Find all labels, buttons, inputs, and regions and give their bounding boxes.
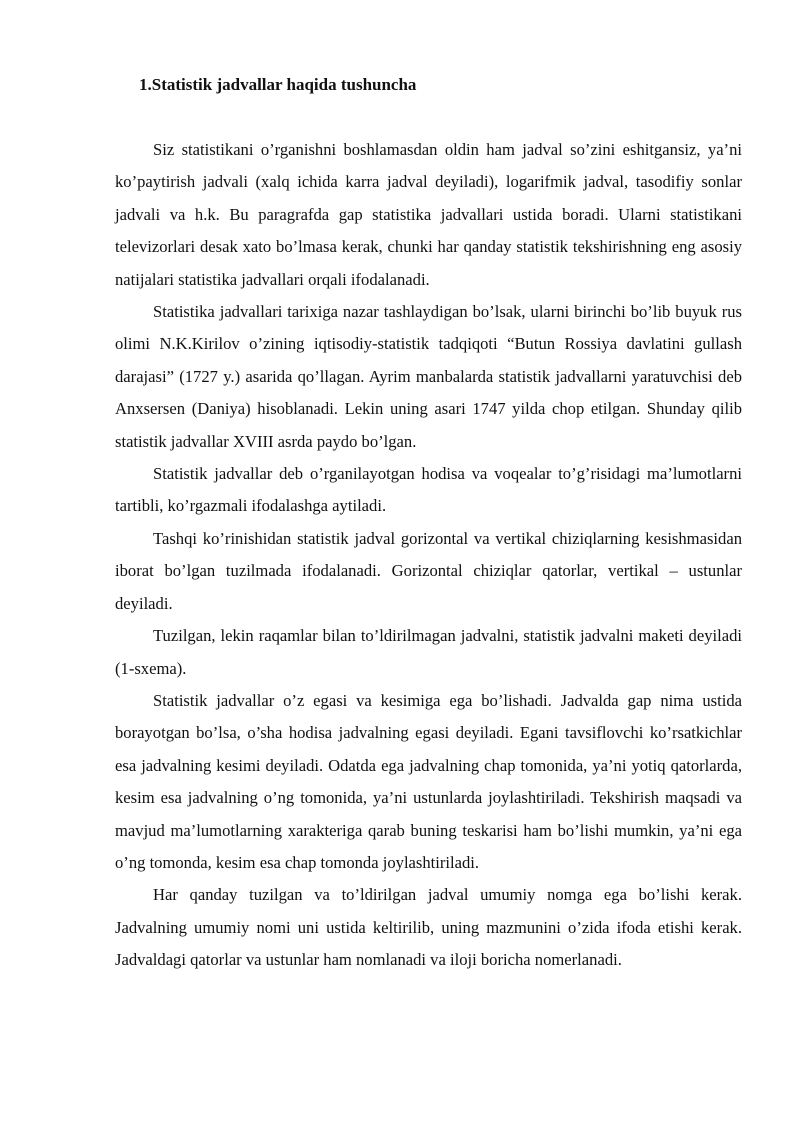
document-page — [115, 72, 742, 977]
paragraph-structure: Tashqi ko’rinishidan statistik jadval gorizontal va vertikal chiziqlarning kesishmasidan iborat bo’lgan tuzilmada ifodalanadi. Gorizontal chiziqlar qatorlar, vertikal – ustunlar deyiladi. — [115, 528, 742, 613]
paragraph-history: Statistika jadvallari tarixiga nazar tashlaydigan bo’lsak, ularni birinchi bo’lib buyuk rus olimi N.K.Kirilov o’zining iqtisodiy-statistik tadqiqoti “Butun Rossiya davlatini gullash darajasi” (1727 y.) asarida qo’llagan. Ayrim manbalarda statistik jadvallarni yaratuvchisi deb Anxsersen (Daniya) hisoblanadi. Lekin uning asari 1747 yilda chop etilgan. Shunday qilib statistik jadvallar XVIII asrda paydo bo’lgan. — [115, 302, 742, 451]
paragraph-title-rules: Har qanday tuzilgan va to’ldirilgan jadval umumiy nomga ega bo’lishi kerak. Jadvalning umumiy nomi uni ustida keltirilib, uning mazmunini o’zida ifoda etishi kerak. Jadvaldagi qatorlar va ustunlar ham nomlanadi va iloji boricha nomerlanadi. — [115, 885, 742, 970]
paragraph-subject-predicate: Statistik jadvallar o’z egasi va kesimiga ega bo’lishadi. Jadvalda gap nima ustida borayotgan bo’lsa, o’sha hodisa jadvalning egasi deyiladi. Egani tavsiflovchi ko’rsatkichlar esa jadvalning kesimi deyiladi. Odatda ega jadvalning chap tomonida, ya’ni yotiq qatorlarda, kesim esa jadvalning o’ng tomonida, ya’ni ustunlarda joylashtiriladi. Tekshirish maqsadi va mavjud ma’lumotlarning xarakteriga qarab buning teskarisi ham bo’lishi mumkin, ya’ni ega o’ng tomonda, kesim esa chap tomonda joylashtiriladi. — [115, 690, 742, 872]
paragraph-layout: Tuzilgan, lekin raqamlar bilan to’ldirilmagan jadvalni, statistik jadvalni maketi deyiladi (1-sxema). — [115, 626, 742, 678]
section-heading: 1.Statistik jadvallar haqida tushuncha — [139, 75, 417, 94]
paragraph-intro: Siz statistikani o’rganishni boshlamasdan oldin ham jadval so’zini eshitgansiz, ya’ni ko’paytirish jadvali (xalq ichida karra jadval deyiladi), logarifmik jadval, tasodifiy sonlar jadvali va h.k. Bu paragrafda gap statistika jadvallari ustida boradi. Ularni statistikani televizorlari desak xato bo’lmasa kerak, chunki har qanday statistik tekshirishning eng asosiy natijalari statistika jadvallari orqali ifodalanadi. — [115, 140, 742, 289]
paragraph-definition: Statistik jadvallar deb o’rganilayotgan hodisa va voqealar to’g’risidagi ma’lumotlarni tartibli, ko’rgazmali ifodalashga aytiladi. — [115, 464, 742, 516]
